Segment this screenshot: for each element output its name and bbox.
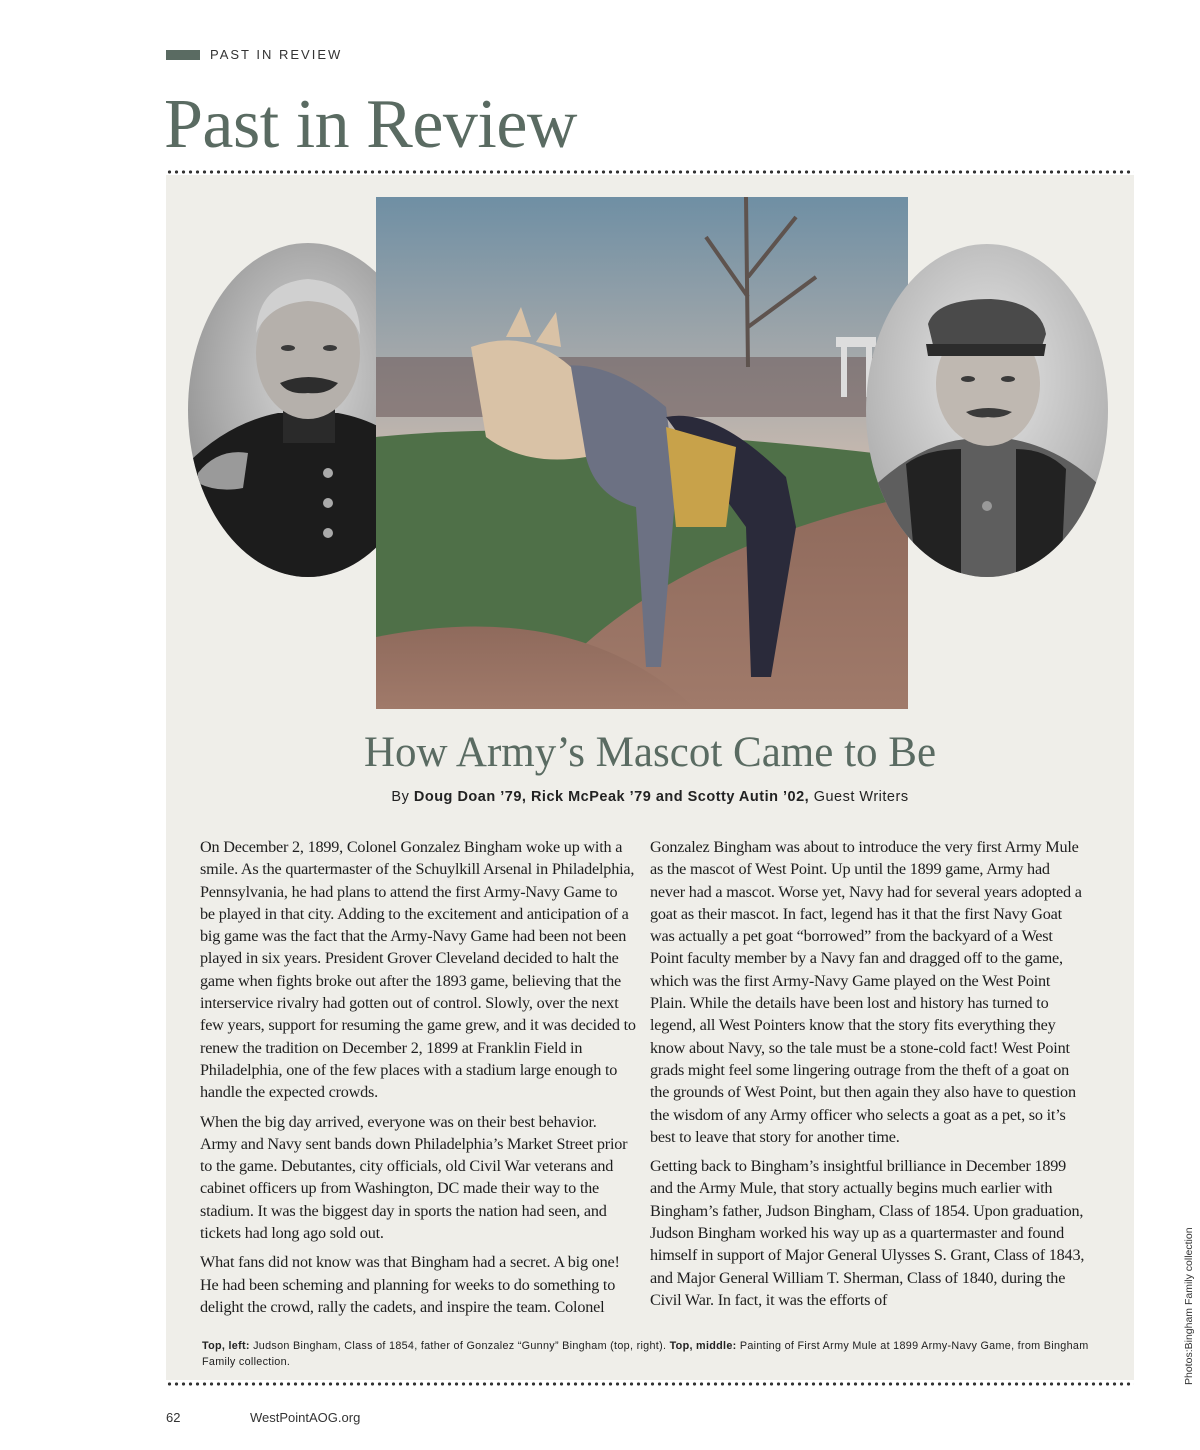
byline-authors: Doug Doan ’79, Rick McPeak ’79 and Scotty Autin ’02, — [413, 789, 810, 805]
website-link[interactable]: WestPointAOG.org — [250, 1410, 361, 1425]
bottom-dotted-rule — [166, 1382, 1134, 1386]
page-title: Past in Review — [164, 86, 577, 163]
paragraph: When the big day arrived, everyone was on their best behavior. Army and Navy sent bands down Philadelphia’s Market Street prior to the game. Debutantes, city officials, old Civil War veterans and cabinet officers up from Washington, DC made their way to the stadium. It was the biggest day in sports the nation had seen, and tickets had long ago sold out. — [200, 1112, 628, 1243]
photo-caption — [202, 1338, 1102, 1370]
mule-painting — [376, 197, 908, 709]
left-column — [200, 836, 636, 1325]
byline-prefix: By — [391, 789, 414, 805]
paragraph: What fans did not know was that Bingham had a secret. A big one! He had been scheming and planning for weeks to do something to delight the crowd, rally the cadets, and inspire the team. Colonel — [200, 1253, 620, 1316]
paragraph: Gonzalez Bingham was about to introduce the very first Army Mule as the mascot of West Point. Up until the 1899 game, Army had never had a mascot. Worse yet, Navy had for several years adopted a goat as their mascot. In fact, legend has it that the first Navy Goat was actually a pet goat “borrowed” from the backyard of a West Point faculty member by a Navy fan and dragged off to the game, which was the first Army-Navy Game played on the West Point Plain. While the details have been lost and history has turned to legend, all West Pointers know that the story fits everything they know about Navy, so the tale must be a stone-cold fact! West Point grads might feel some lingering outrage from the theft of a goat on the grounds of West Point, but then again they also have to question the wisdom of any Army officer who selects a goat as a pet, so it’s best to leave that story for another time. — [650, 838, 1082, 1146]
paragraph: Getting back to Bingham’s insightful brilliance in December 1899 and the Army Mule, that story actually begins much earlier with Bingham’s father, Judson Bingham, Class of 1854. Upon graduation, Judson Bingham worked his way up as a quartermaster and found himself in support of Major General Ulysses S. Grant, Class of 1843, and Major General William T. Sherman, Class of 1840, during the Civil War. In fact, it was the efforts of — [650, 1157, 1085, 1309]
page-number: 62 — [166, 1410, 181, 1425]
photo-credit-text: Photos:Bingham Family collection — [1183, 1227, 1195, 1385]
section-label: PAST IN REVIEW — [210, 47, 343, 62]
right-portrait-photo — [866, 244, 1108, 577]
top-dotted-rule — [166, 170, 1134, 174]
photo-credit — [1183, 1210, 1197, 1385]
byline-suffix: Guest Writers — [809, 789, 909, 805]
caption-text: Judson Bingham, Class of 1854, father of Gonzalez “Gunny” Bingham (top, right). — [249, 1340, 670, 1352]
byline — [166, 789, 1134, 805]
section-tag — [166, 47, 342, 62]
right-column — [650, 836, 1086, 1318]
caption-label: Top, middle: — [669, 1340, 737, 1352]
section-tag-bar — [166, 50, 200, 60]
article-title: How Army’s Mascot Came to Be — [363, 729, 937, 776]
caption-label: Top, left: — [202, 1340, 250, 1352]
caption-text: Painting of First Army Mule at 1899 Army-Navy Game, from Bingham Family collection. — [202, 1340, 1089, 1368]
paragraph: On December 2, 1899, Colonel Gonzalez Bingham woke up with a smile. As the quartermaster of the Schuylkill Arsenal in Philadelphia, Pennsylvania, he had plans to attend the first Army-Navy Game to be played in that city. Adding to the excitement and anticipation of a big game was the fact that the Army-Navy Game had been not been played in six years. President Grover Cleveland decided to halt the game when fights broke out after the 1893 game, believing that the interservice rivalry had gotten out of control. Slowly, over the next few years, support for resuming the game grew, and it was decided to renew the tradition on December 2, 1899 at Franklin Field in Philadelphia, one of the few places with a stadium large enough to handle the expected crowds. — [200, 838, 636, 1102]
